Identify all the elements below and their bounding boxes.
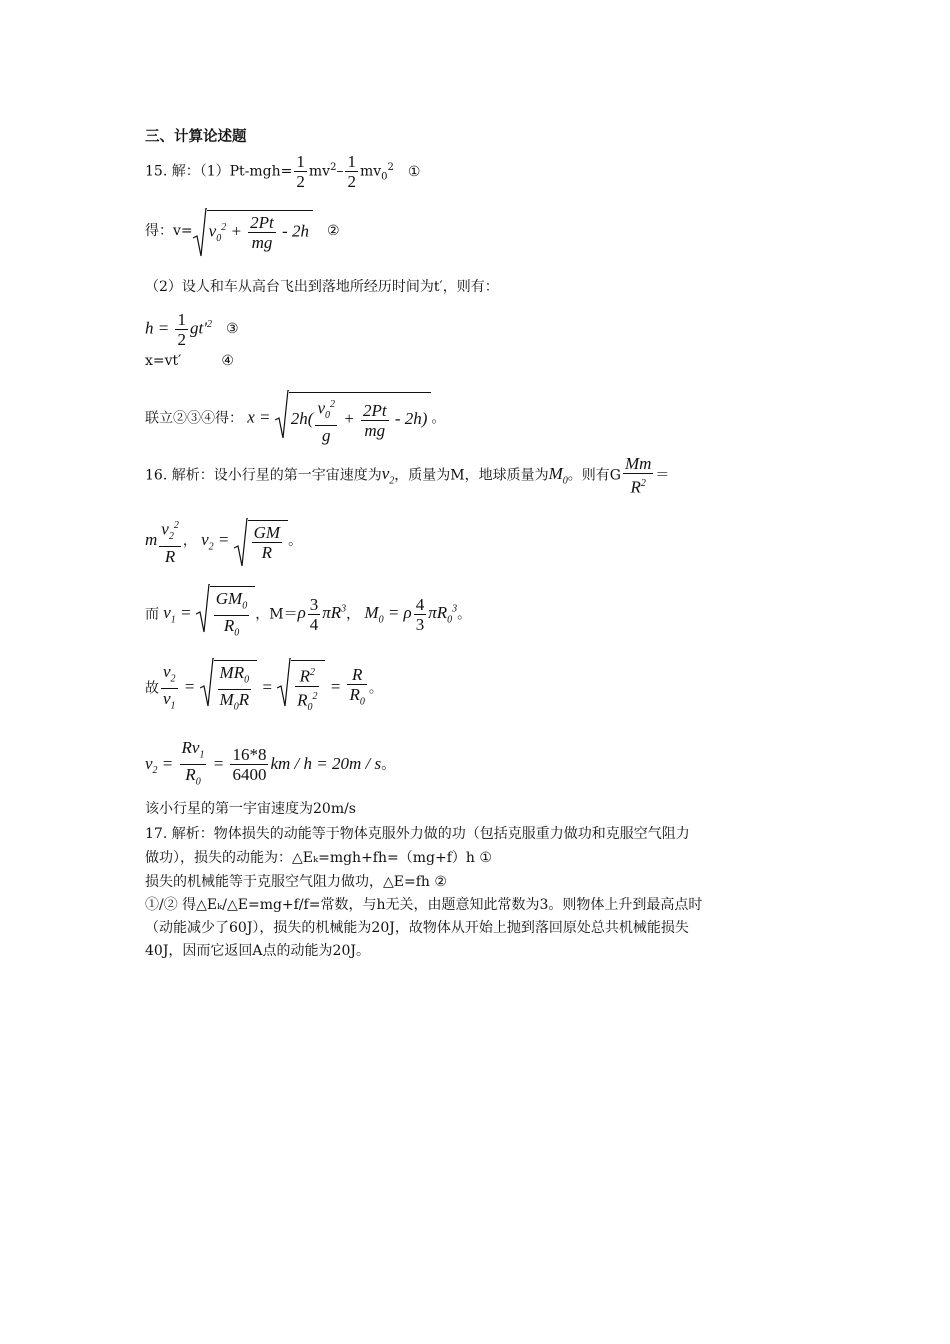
p15-mv: mv (308, 163, 331, 180)
period: 。 (457, 606, 472, 623)
p16-line4-prefix: 故 (145, 680, 159, 697)
eq-mark-1: ① (407, 163, 421, 180)
p16-value: 16*8 (232, 745, 267, 765)
p16-unit: km / h = 20m / s (270, 753, 382, 773)
p15-line6-suffix: 。 (431, 410, 446, 427)
p16-line3: 而 $v_1$ = $\frac{GM_0}{R_0}$ ，M＝ρ $\frac{3}{4}$ $\pi R^3$， $M_0 = \rho$ $\frac{4}{3}$ $\pi R_0^3$。 (145, 586, 471, 643)
fraction-half: $\frac{1}{2}$ (347, 152, 356, 191)
fraction-half: $\frac{1}{2}$ (296, 152, 305, 191)
p15-line2-prefix: 得：v= (145, 223, 193, 239)
equals-sign: ＝ (655, 467, 670, 484)
p15-line3: （2）设人和车从高台飞出到落地所经历时间为t′，则有： (145, 279, 499, 295)
minus-sign: – (336, 163, 344, 180)
p16-line3-m: ，M＝ (255, 606, 298, 623)
p16-line2: m $\frac{v_2^2}{R}$ ， $v_2$ = $\frac{GM}{R}$ 。 (145, 516, 302, 566)
eq-mark-3: ③ (225, 322, 239, 338)
p15-line5-text: x=vt′ (145, 353, 182, 369)
p17-line3: 损失的机械能等于克服空气阻力做功，△E=fh ② (145, 874, 447, 890)
p15-line2 (145, 210, 340, 252)
comma: ， (346, 606, 361, 623)
p16-line4: 故 $\frac{v_2}{v_1}$ = $\frac{MR_0}{M_0R}$ = $\frac{R^2}{R_0^2}$ = $\frac{R}{R_0}$ 。 (145, 660, 383, 717)
eq-mark-2: ② (326, 223, 340, 239)
p16-line1: 16. 解析：设小行星的第一宇宙速度为$v_2$，质量为M，地球质量为$M_0$。则有G $\frac{Mm}{R^2}$ ＝ (145, 454, 670, 497)
p16-line1-mid1: ，质量为M，地球质量为 (394, 467, 549, 484)
p15-line4: h = $\frac{1}{2}$ $gt'^2$ ③ (145, 310, 239, 349)
p16-line1-mid2: 。则有G (567, 467, 621, 484)
p16-denominator: 6400 (232, 765, 267, 785)
p17-line5: （动能减少了60J），损失的机械能为20J，故物体从开始上抛到落回原处总共机械能损失 (145, 920, 689, 936)
p17-line1: 17. 解析：物体损失的动能等于物体克服外力做的功（包括克服重力做功和克服空气阻力 (145, 826, 690, 842)
radical-icon (275, 390, 289, 440)
p16-line5: $v_2$ = $\frac{Rv_1}{R_0}$ = $\frac{16*8}{6400}$ km / h = 20m / s。 (145, 738, 396, 788)
sqrt-expression: $\frac{R^2}{R_0^2}$ (277, 660, 325, 717)
period: 。 (288, 533, 303, 549)
eq-mark-4: ④ (221, 353, 234, 369)
p15-line1: 15. 解：（1）Pt-mgh= $\frac{1}{2}$ $mv^2-$ $\frac{1}{2}$ $mv_0^2$ ① (145, 152, 421, 191)
period: 。 (368, 680, 383, 697)
sqrt-expression: $v_0^2$ + $\frac{2Pt}{mg}$ - 2h (193, 210, 313, 252)
sqrt-expression: 2h( $\frac{v_0^2}{g}$ + $\frac{2Pt}{mg}$ - 2h) (275, 392, 432, 445)
radical-icon (193, 208, 207, 258)
section-heading: 三、计算论述题 (145, 128, 247, 145)
p17-line4: ①/② 得△Eₖ/△E=mg+f/f=常数，与h无关，由题意知此常数为3。则物体上升到最高点时 (145, 897, 703, 913)
p16-line3-prefix: 而 (145, 606, 159, 623)
radical-icon (234, 518, 248, 568)
radical-icon (200, 658, 214, 708)
radical-icon (277, 658, 291, 708)
period: 。 (381, 757, 396, 773)
p15-line1-prefix: 15. 解：（1）Pt-mgh= (145, 163, 293, 180)
sqrt-expression: $\frac{GM}{R}$ (234, 520, 288, 562)
p15-line5 (145, 350, 234, 372)
p15-mv0: mv (359, 163, 382, 180)
p17-line6: 40J，因而它返回A点的动能为20J。 (145, 943, 370, 959)
p16-conclusion: 该小行星的第一宇宙速度为20m/s (145, 801, 356, 817)
comma: ， (182, 533, 197, 549)
p17-line2: 做功），损失的动能为：△Eₖ=mgh+fh=（mg+f）h ① (145, 850, 492, 866)
sqrt-expression: $\frac{GM_0}{R_0}$ (196, 586, 255, 643)
p16-line1-prefix: 16. 解析：设小行星的第一宇宙速度为 (145, 467, 382, 484)
p15-line6: 联立②③④得： x = 2h( $\frac{v_0^2}{g}$ + $\frac{2Pt}{mg}$ - 2h) 。 (145, 392, 445, 445)
sqrt-expression: $\frac{MR_0}{M_0R}$ (200, 660, 258, 717)
radical-icon (196, 584, 210, 634)
p15-line6-prefix: 联立②③④得： (145, 410, 243, 427)
